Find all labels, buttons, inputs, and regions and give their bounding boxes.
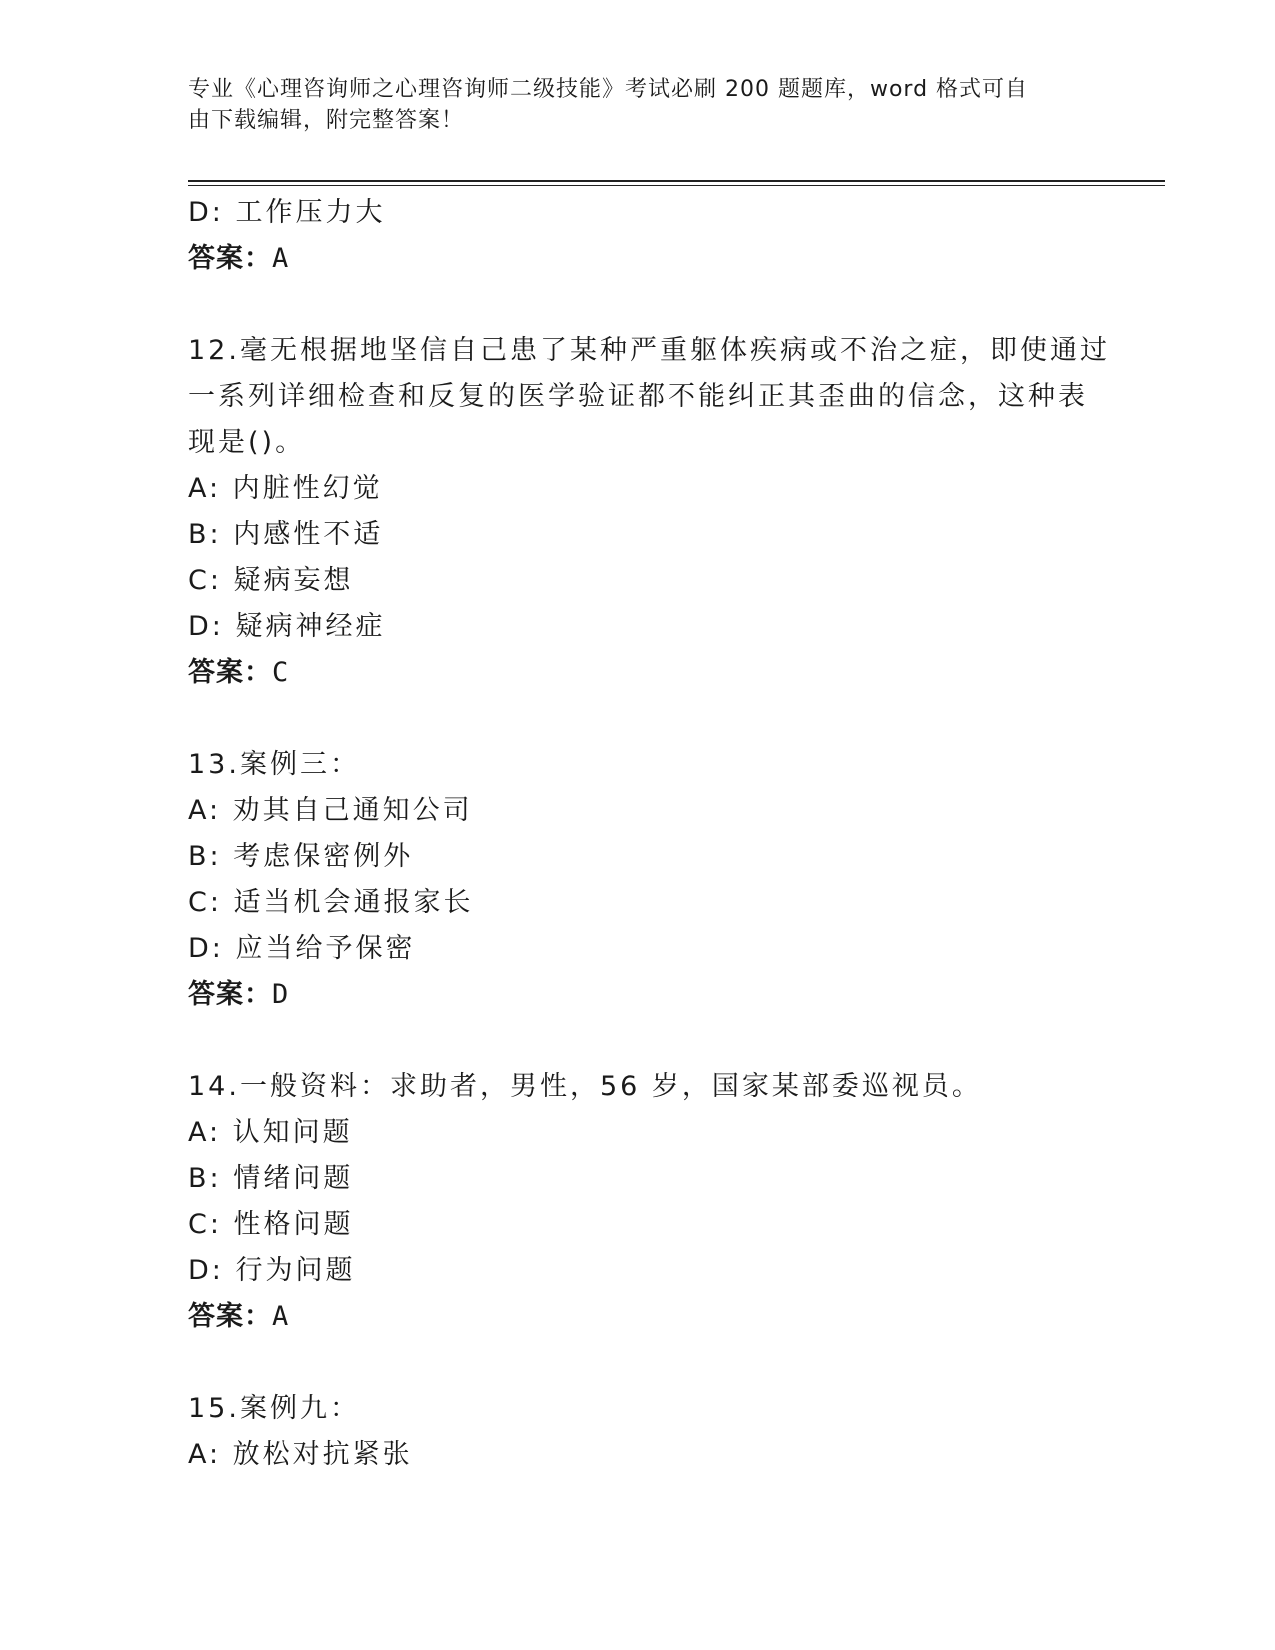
- answer-label: 答案：: [188, 1301, 272, 1332]
- answer-value: D: [272, 979, 290, 1010]
- option-b: B: 考虑保密例外: [188, 841, 414, 872]
- question-stem: 一系列详细检查和反复的医学验证都不能纠正其歪曲的信念，这种表: [188, 381, 1088, 412]
- option-b: B: 情绪问题: [188, 1163, 354, 1194]
- option-d: D: 疑病神经症: [188, 611, 386, 642]
- question-stem: 15.案例九：: [188, 1393, 360, 1424]
- prev-option-d: D: 工作压力大: [188, 197, 386, 228]
- question-stem: 14.一般资料：求助者，男性，56 岁，国家某部委巡视员。: [188, 1071, 982, 1102]
- option-d: D: 应当给予保密: [188, 933, 416, 964]
- question-12: [188, 328, 1110, 696]
- question-stem: 13.案例三：: [188, 749, 360, 780]
- option-d: D: 行为问题: [188, 1255, 356, 1286]
- document-header: [188, 74, 1088, 136]
- question-stem: 现是()。: [188, 427, 306, 458]
- option-c: C: 适当机会通报家长: [188, 887, 474, 918]
- option-a: A: 劝其自己通知公司: [188, 795, 473, 826]
- header-divider-thin: [188, 185, 1165, 186]
- answer-value: A: [272, 243, 290, 274]
- answer-label: 答案：: [188, 979, 272, 1010]
- answer-label: 答案：: [188, 243, 272, 274]
- option-a: A: 内脏性幻觉: [188, 473, 383, 504]
- answer: [188, 650, 1088, 696]
- answer-value: C: [272, 657, 290, 688]
- answer-value: A: [272, 1301, 290, 1332]
- question-13: [188, 742, 1088, 1018]
- question-stem: 12.毫无根据地坚信自己患了某种严重躯体疾病或不治之症，即使通过: [188, 335, 1110, 366]
- option-c: C: 性格问题: [188, 1209, 354, 1240]
- header-line-1: 专业《心理咨询师之心理咨询师二级技能》考试必刷 200 题题库，word 格式可自: [188, 77, 1029, 102]
- answer: [188, 972, 1088, 1018]
- header-line-2: 由下载编辑，附完整答案！: [188, 108, 465, 133]
- answer-label: 答案：: [188, 657, 272, 688]
- option-a: A: 放松对抗紧张: [188, 1439, 413, 1470]
- option-b: B: 内感性不适: [188, 519, 384, 550]
- question-15: [188, 1386, 1088, 1478]
- header-divider-thick: [188, 180, 1165, 182]
- question-14: [188, 1064, 1088, 1340]
- option-a: A: 认知问题: [188, 1117, 353, 1148]
- answer: [188, 1294, 1088, 1340]
- prev-answer: [188, 236, 1088, 282]
- option-c: C: 疑病妄想: [188, 565, 354, 596]
- question-list: [188, 190, 1110, 1478]
